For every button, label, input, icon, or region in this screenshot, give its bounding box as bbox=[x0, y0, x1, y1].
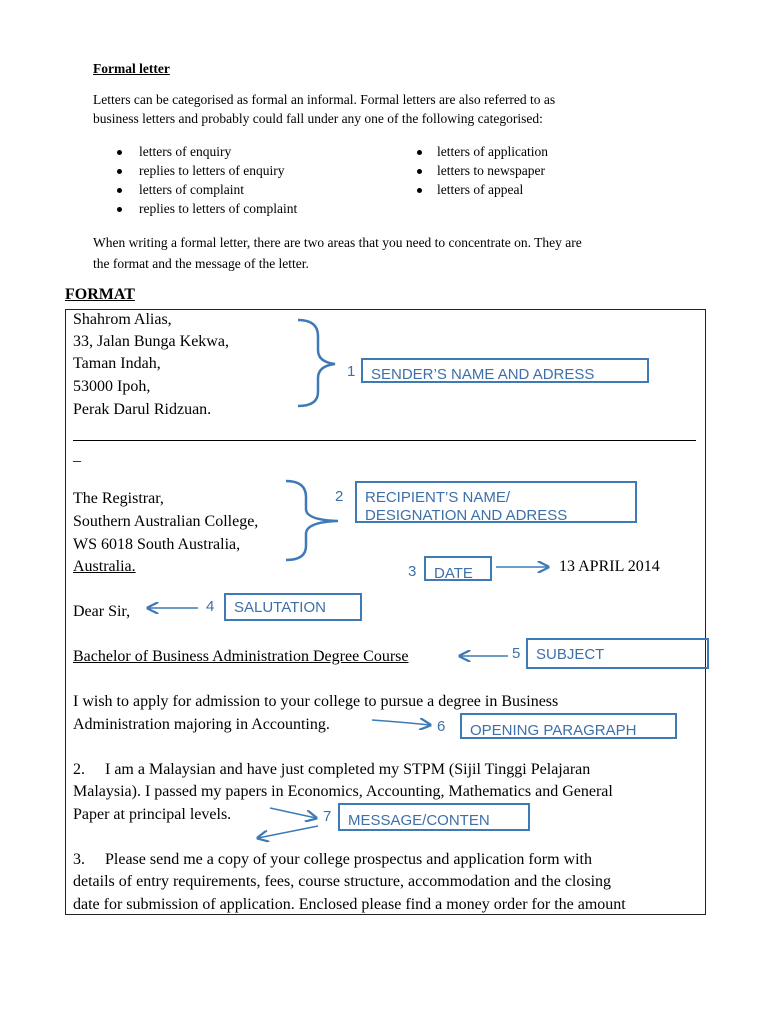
page-heading: Formal letter bbox=[93, 61, 170, 76]
callout-number: 6 bbox=[437, 718, 446, 735]
callout-number: 3 bbox=[408, 563, 417, 580]
paragraph-1-line: Administration majoring in Accounting. bbox=[73, 716, 330, 733]
callout-subject: SUBJECT bbox=[526, 638, 709, 669]
callout-number: 7 bbox=[323, 808, 332, 825]
paragraph-2-line: 2. I am a Malaysian and have just completed my STPM (Sijil Tinggi Pelajaran bbox=[73, 761, 591, 778]
list-item: replies to letters of enquiry bbox=[139, 163, 285, 178]
callout-number: 2 bbox=[335, 488, 344, 505]
list-item: letters of appeal bbox=[437, 182, 524, 197]
callout-salutation: SALUTATION bbox=[224, 593, 362, 621]
callout-number: 5 bbox=[512, 645, 521, 662]
recipient-line: Australia. bbox=[73, 558, 136, 575]
intro-line-1: Letters can be categorised as formal an informal. Formal letters are also referred to as bbox=[93, 92, 556, 107]
salutation: Dear Sir, bbox=[73, 603, 131, 620]
sender-line: Shahrom Alias, bbox=[73, 311, 172, 328]
message-arrow-1 bbox=[270, 808, 316, 818]
paragraph-2-line: Malaysia). I passed my papers in Economics, Accounting, Mathematics and General bbox=[73, 783, 613, 800]
list-item: letters to newspaper bbox=[437, 163, 545, 178]
callout-sender: SENDER’S NAME AND ADRESS bbox=[361, 358, 649, 383]
callout-opening: OPENING PARAGRAPH bbox=[460, 713, 677, 739]
sender-brace bbox=[298, 320, 335, 406]
recipient-line: WS 6018 South Australia, bbox=[73, 536, 241, 553]
callout-number: 1 bbox=[347, 363, 356, 380]
subject-line: Bachelor of Business Administration Degree Course bbox=[73, 648, 409, 665]
sender-line: Taman Indah, bbox=[73, 355, 161, 372]
opening-arrow bbox=[372, 720, 430, 725]
list-item: replies to letters of complaint bbox=[139, 201, 298, 216]
recipient-brace bbox=[286, 481, 338, 560]
callout-recipient: RECIPIENT’S NAME/ DESIGNATION AND ADRESS bbox=[355, 481, 637, 523]
message-arrow-2 bbox=[258, 826, 318, 838]
paragraph-1-line: I wish to apply for admission to your college to pursue a degree in Business bbox=[73, 693, 559, 710]
paragraph-3-line: details of entry requirements, fees, course structure, accommodation and the closing bbox=[73, 873, 612, 890]
format-title: FORMAT bbox=[65, 286, 135, 303]
list-item: letters of complaint bbox=[139, 182, 244, 197]
recipient-line: Southern Australian College, bbox=[73, 513, 259, 530]
sender-line: 33, Jalan Bunga Kekwa, bbox=[73, 333, 229, 350]
paragraph-2-line: Paper at principal levels. bbox=[73, 806, 232, 823]
sender-line: Perak Darul Ridzuan. bbox=[73, 401, 212, 418]
note-line-2: the format and the message of the letter. bbox=[93, 256, 309, 271]
paragraph-3-line: date for submission of application. Enclosed please find a money order for the amount bbox=[73, 896, 626, 913]
list-item: letters of enquiry bbox=[139, 144, 232, 159]
intro-line-2: business letters and probably could fall under any one of the following categorised: bbox=[93, 111, 543, 126]
list-item: letters of application bbox=[437, 144, 548, 159]
separator-tail: _ bbox=[73, 447, 81, 464]
callout-date: DATE bbox=[424, 556, 492, 581]
paragraph-3-line: 3. Please send me a copy of your college prospectus and application form with bbox=[73, 851, 592, 868]
callout-number: 4 bbox=[206, 598, 215, 615]
recipient-line: The Registrar, bbox=[73, 490, 164, 507]
callout-message: MESSAGE/CONTEN bbox=[338, 803, 530, 831]
sender-line: 53000 Ipoh, bbox=[73, 378, 151, 395]
letter-date: 13 APRIL 2014 bbox=[559, 558, 660, 575]
note-line-1: When writing a formal letter, there are two areas that you need to concentrate on. They are bbox=[93, 235, 582, 250]
